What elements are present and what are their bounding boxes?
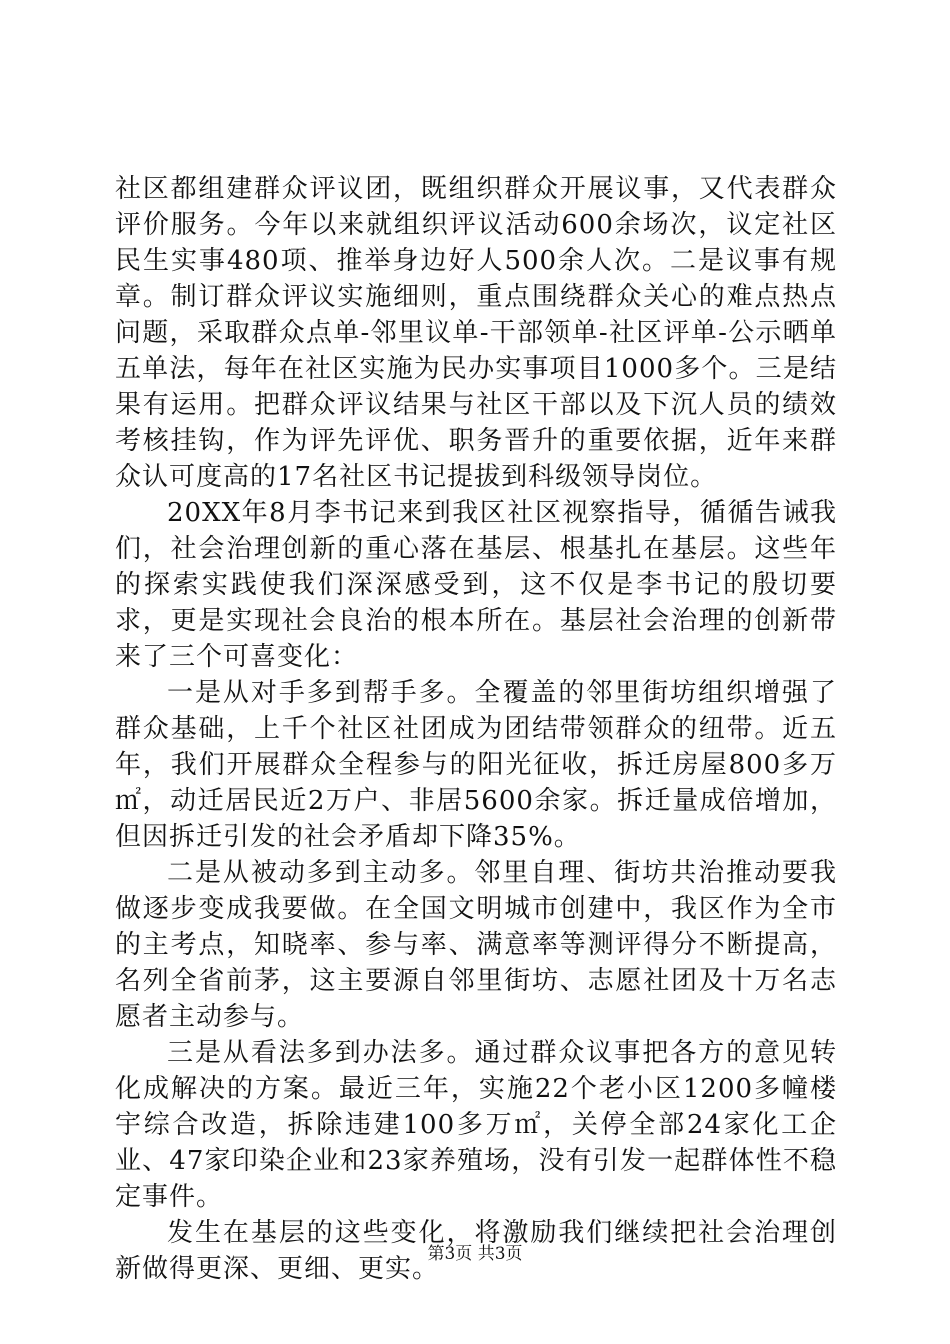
page-number-footer: 第3页 共3页: [427, 1244, 523, 1264]
body-text: [115, 171, 837, 1287]
paragraph-6: 发生在基层的这些变化，将激励我们继续把社会治理创新做得更深、更细、更实。: [115, 1218, 837, 1284]
paragraph-2: 20XX年8月李书记来到我区社区视察指导，循循告诫我们，社会治理创新的重心落在基层、根基扎在基层。这些年的探索实践使我们深深感受到，这不仅是李书记的殷切要求，更是实现社会良治的根本所在。基层社会治理的创新带来了三个可喜变化：: [115, 498, 837, 672]
paragraph-1: 社区都组建群众评议团，既组织群众开展议事，又代表群众评价服务。今年以来就组织评议活动600余场次，议定社区民生实事480项、推举身边好人500余人次。二是议事有规章。制订群众评议实施细则，重点围绕群众关心的难点热点问题，采取群众点单-邻里议单-干部领单-社区评单-公示晒单五单法，每年在社区实施为民办实事项目1000多个。三是结果有运用。把群众评议结果与社区干部以及下沉人员的绩效考核挂钩，作为评先评优、职务晋升的重要依据，近年来群众认可度高的17名社区书记提拔到科级领导岗位。: [115, 174, 837, 492]
paragraph-3: 一是从对手多到帮手多。全覆盖的邻里街坊组织增强了群众基础，上千个社区社团成为团结带领群众的纽带。近五年，我们开展群众全程参与的阳光征收，拆迁房屋800多万㎡，动迁居民近2万户、非居5600余家。拆迁量成倍增加，但因拆迁引发的社会矛盾却下降35%。: [115, 678, 837, 852]
paragraph-4: 二是从被动多到主动多。邻里自理、街坊共治推动要我做逐步变成我要做。在全国文明城市创建中，我区作为全市的主考点，知晓率、参与率、满意率等测评得分不断提高，名列全省前茅，这主要源自邻里街坊、志愿社团及十万名志愿者主动参与。: [115, 858, 837, 1032]
paragraph-5: 三是从看法多到办法多。通过群众议事把各方的意见转化成解决的方案。最近三年，实施22个老小区1200多幢楼宇综合改造，拆除违建100多万㎡，关停全部24家化工企业、47家印染企业和23家养殖场，没有引发一起群体性不稳定事件。: [115, 1038, 837, 1212]
